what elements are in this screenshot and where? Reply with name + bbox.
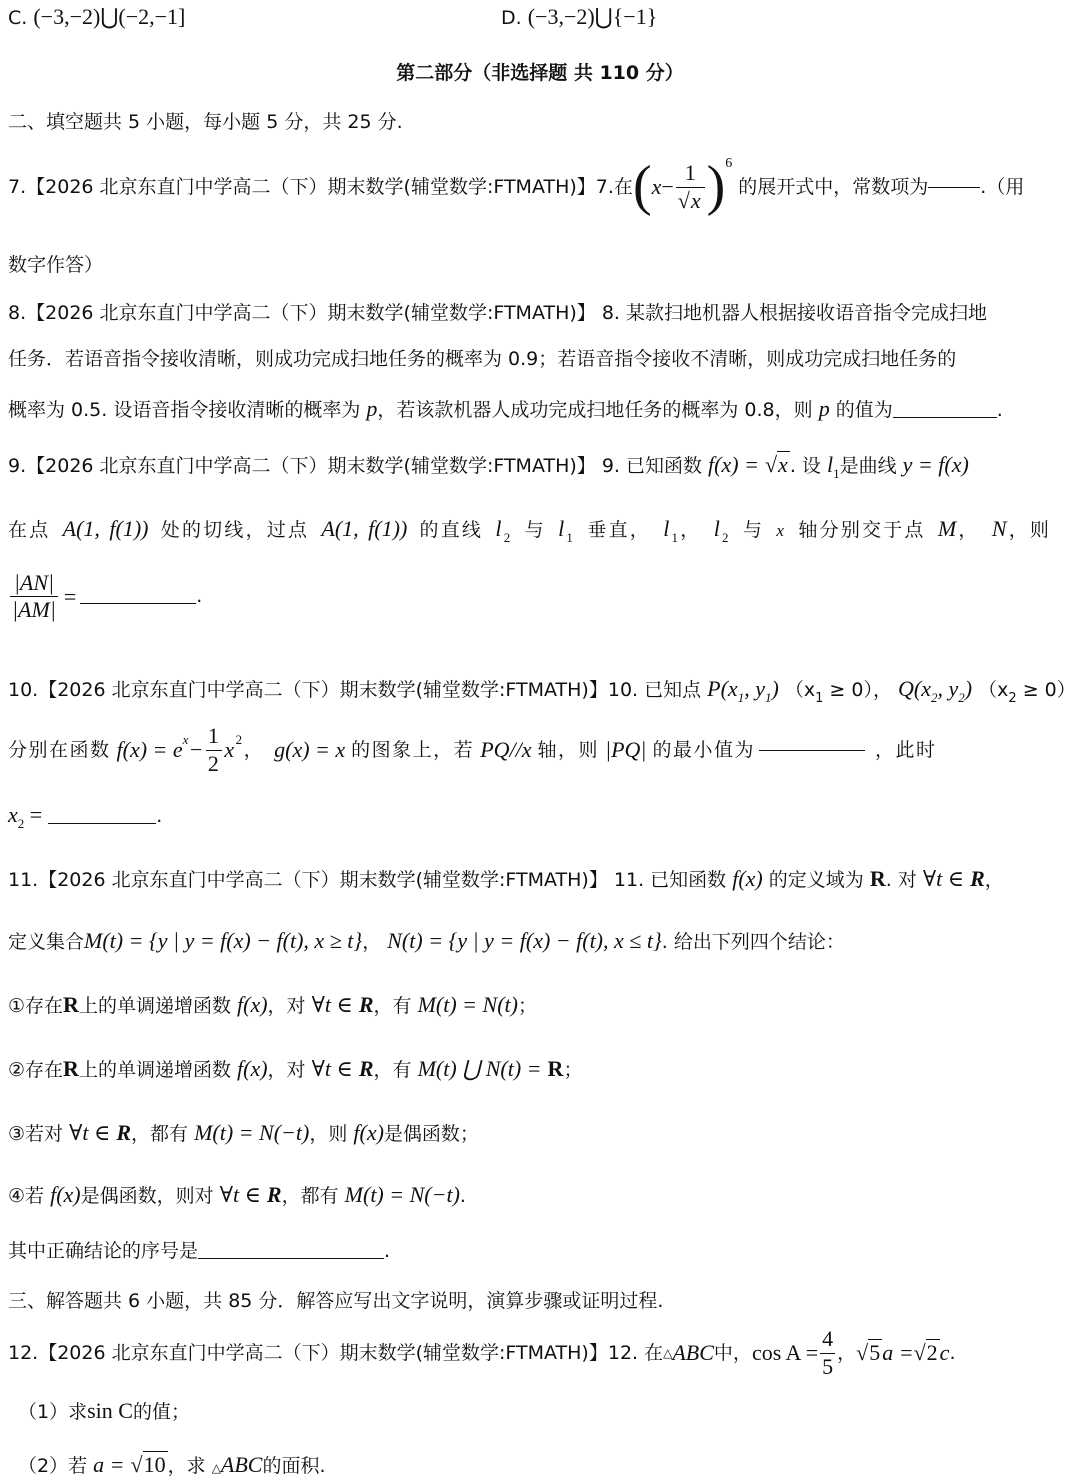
q12-cos: cos A = [751,1339,819,1365]
question-11 [8,866,1004,892]
q9-sqrt: √x [764,452,788,477]
q9-line3 [8,570,202,624]
q10-Q-sub-2: 2 [958,690,965,705]
q11-s1-R: R [63,992,79,1017]
q11-line1-c: . 对 [885,869,917,891]
q11-s3-a: ③若对 [8,1123,64,1145]
option-c-math: (−3,−2)⋃(−2,−1] [33,4,186,29]
q10-line2-a: 分别在函数 [8,738,111,761]
question-9 [8,452,969,482]
q10-x2-sup: 2 [235,732,244,747]
q11-s4-end: . [459,1185,466,1207]
q11-s2-Ri: R [358,1056,374,1081]
q9-line2 [8,516,1051,546]
q9-l2-sub: 2 [503,530,513,545]
q10-x: x [8,802,18,827]
q7-line2: 数字作答） [8,254,104,276]
q9-fx-eq: f(x) = [708,452,759,477]
q12-line1-b: 中， [713,1341,752,1364]
q12-p1-a: （1）求 [18,1401,88,1423]
q7-text-c: .（用 [980,175,1025,198]
q11-s4-forall: ∀t ∈ [219,1182,261,1207]
q11-line1-b: 的定义域为 [768,869,864,891]
q9-x-axis: x [776,521,787,540]
q11-s1-d: ，有 [373,995,412,1017]
q9-line1-b: . 设 [789,455,821,477]
q11-s2-R-2: R [547,1056,564,1081]
q10-line3 [8,802,162,832]
q11-N-def: N(t) = {y | y = f(x) − f(t), x ≤ t} [387,928,662,953]
q11-s2-d: ，有 [373,1059,412,1081]
q9-point-a-2: A(1, f(1)) [321,516,408,541]
q9-comma: ， [680,519,702,541]
q10-line2-f: ，此时 [874,738,937,761]
q12-end: . [949,1341,956,1364]
q10-Q [898,676,973,705]
q10-cond2-a: （x [978,679,1009,701]
q8-line3 [8,396,1003,422]
q10-fx: f(x) = e [116,736,183,762]
q11-answer-label: 其中正确结论的序号是 [8,1240,199,1262]
q9-frac-num: |AN| [13,570,55,595]
question-10: 10.【2026 北京东直门中学高二（下）期末数学(辅堂数学:FTMATH)】10. 已知点 $P(x_1$, $y_1$) $(x_1 \ge 0)$， $Q(x_2$, $y_2$) $(x_2 \ge 0)$ [8,676,1076,706]
q8-line1: 8. 某款扫地机器人根据接收语音指令完成扫地 [595,302,987,324]
q10-gx: g(x) = x [274,736,346,762]
q9-point-a: A(1, f(1)) [62,516,149,541]
q10-Q-end: ) [964,676,973,701]
q11-s4-a: ④若 [8,1185,45,1207]
q11-s1-fx: f(x) [237,992,268,1017]
q10-line2-d: 轴，则 [537,738,600,761]
q9-M: M [937,516,959,541]
q10-number: 10. [8,679,39,701]
q11-s2-b: 上的单调递增函数 [78,1059,231,1081]
q12-abc-2: ABC [220,1452,263,1477]
q12-cos-num: 4 [822,1326,834,1352]
q9-frac-den: |AM| [12,597,56,623]
q11-R-italic: R [970,866,985,891]
q9-fraction [10,570,58,624]
q8-line3-b: ，若该款机器人成功完成扫地任务的概率为 0.8，则 [377,399,813,421]
q11-line2-b: ， [362,931,382,953]
q11-s1-Ri: R [358,992,374,1017]
q11-s4-Ri: R [266,1182,282,1207]
q12-c: c [939,1339,950,1365]
q12-a: a = [882,1339,914,1365]
q7-number: 7. [8,175,27,198]
q12-p2-c: 的面积. [262,1455,326,1477]
q10-P-a: P(x [707,676,738,701]
option-c-label: C. [8,7,28,29]
q7-frac-num: 1 [684,160,696,186]
q9-line2-f: 与 [742,519,765,541]
q11-statement-1 [8,992,537,1018]
q12-cos-den: 5 [822,1353,834,1379]
q11-s3-d: 是偶函数； [383,1123,479,1145]
q9-l1-sub-2: 1 [566,530,576,545]
q12-sqrt2: √2 [913,1339,938,1365]
q10-P-sub-2: 1 [764,690,772,705]
q12-sqrt10: √10 [130,1452,166,1477]
q7-frac-den: √x [676,187,705,214]
q10-P-end: ) [771,676,779,701]
q12-number: 12. [8,1341,39,1364]
q10-P-mid: , y [744,676,765,701]
q9-line2-e: 垂直， [587,519,651,541]
q12-sqrt2-val: 2 [926,1339,938,1365]
q7-text-b: 的展开式中，常数项为 [738,175,929,198]
q11-line2-a: 定义集合 [8,931,85,953]
q9-source-tag: 【2026 北京东直门中学高二（下）期末数学(辅堂数学:FTMATH)】 [26,455,596,477]
q7-left-paren: ( [632,155,652,218]
q9-line2-a: 在点 [8,519,51,541]
q10-line2-b: ， [243,738,265,761]
q10-half-num: 1 [207,723,221,749]
q10-pq-abs: |PQ| [605,736,647,762]
q8-p-2: p [818,396,830,421]
q11-s2-fx: f(x) [237,1056,268,1081]
q10-cond2-sub: 2 [1008,691,1017,706]
q11-end: . [384,1240,391,1262]
q11-statement-3 [8,1120,479,1146]
q7-right-paren: ) [706,155,726,218]
q10-minus: − [189,736,204,762]
q10-P-sub: 1 [737,690,745,705]
q7-answer-blank[interactable] [928,187,980,188]
q7-inner-number: 7. [595,175,614,198]
q9-line2-g: 轴分别交于点 [798,519,926,541]
q9-N: N [991,516,1009,541]
q11-s4-c: ，都有 [281,1185,339,1207]
q12-line1-a: 12. 在 [607,1341,664,1364]
q12-comma: ， [837,1341,857,1364]
q10-x-sub: 2 [17,816,25,831]
q10-Q-mid: , y [937,676,959,701]
q11-source-tag: 【2026 北京东直门中学高二（下）期末数学(辅堂数学:FTMATH)】 [38,869,608,891]
q9-l2-2: l [713,516,723,541]
q9-sqrt-x: x [778,452,788,477]
q7-x: x [651,173,662,199]
q10-cond1-sub: 1 [815,691,824,706]
q11-answer-blank[interactable] [198,1258,384,1259]
q8-line2: 任务．若语音指令接收清晰，则成功完成扫地任务的概率为 0.9；若语音指令接收不清晰，则成功完成扫地任务的 [8,348,957,370]
q7-fraction [676,160,705,214]
q11-line1-d: ， [984,869,1004,891]
q10-P [707,676,779,705]
q12-source-tag: 【2026 北京东直门中学高二（下）期末数学(辅堂数学:FTMATH)】 [38,1341,608,1364]
q11-M-def: M(t) = {y | y = f(x) − f(t), x ≥ t} [84,928,363,953]
q12-abc: ABC [672,1339,714,1365]
q10-source-tag: 【2026 北京东直门中学高二（下）期末数学(辅堂数学:FTMATH)】 [38,679,608,701]
question-7 [8,152,1024,222]
q10-half-den: 2 [207,750,221,776]
q10-cond1-b: ≥ 0） [823,679,873,701]
q11-s3-b: ，都有 [131,1123,189,1145]
q7-exponent: 6 [725,156,733,171]
q9-line2-c: 的直线 [419,519,484,541]
question-12 [8,1322,955,1384]
q10-fx-sup: x [182,732,190,747]
q11-s4-eq: M(t) = N(−t) [344,1182,460,1207]
part2-title: 第二部分（非选择题 共 110 分） [396,62,684,84]
q12-p1-b: 的值； [132,1401,190,1423]
q11-line1-a: 11. 已知函数 [607,869,727,891]
q10-pq-parallel: PQ//x [480,736,532,762]
q11-s4-fx: f(x) [50,1182,81,1207]
q12-part-2 [18,1452,326,1478]
q11-statement-2 [8,1056,582,1082]
q11-s1-eq: M(t) = N(t) [417,992,518,1017]
q9-y-eq: y = f(x) [902,452,969,477]
q10-x2: x [224,736,236,762]
q11-s2-forall: ∀t ∈ [311,1056,353,1081]
q10-answer-blank-1[interactable] [759,750,865,751]
q12-cos-fraction [820,1326,835,1380]
q10-eq: = [24,802,43,827]
q12-triangle: △ [663,1345,673,1360]
q9-l1-sub: 1 [833,466,840,481]
q9-l2: l [495,516,504,541]
q10-line2-e: 的最小值为 [652,738,755,761]
q8-line3-a: 概率为 0.5. 设语音指令接收清晰的概率为 [8,399,361,421]
option-d [501,4,657,30]
q7-sqrt-x: x [690,187,701,213]
q11-line2 [8,928,845,954]
q11-s3-fx: f(x) [353,1120,384,1145]
q9-line2-d: 与 [524,519,546,541]
q7-text-a: 在 [613,175,633,198]
q11-s1-c: ，对 [267,995,306,1017]
q10-cond2-b: ≥ 0） [1016,679,1076,701]
q11-R: R [869,866,886,891]
question-8 [8,302,987,325]
q10-line1-a: 10. 已知点 [607,679,702,701]
option-c [8,4,185,30]
q10-line2 [8,718,936,782]
q8-end: . [996,399,1003,421]
q9-line2-b: 处的切线，过点 [160,519,310,541]
q11-s3-eq: M(t) = N(−t) [194,1120,310,1145]
q11-s2-R: R [63,1056,79,1081]
q8-line3-c: 的值为 [835,399,893,421]
q9-number: 9. [8,455,27,477]
q9-l2-sub-2: 2 [722,530,731,545]
q11-forall: ∀t ∈ [922,866,965,891]
q12-sqrt10-val: 10 [143,1452,166,1477]
q9-end: . [196,585,203,608]
q12-sinC: sin C [87,1398,133,1423]
q9-eq: = [63,583,77,609]
q11-s1-end: ； [517,995,537,1017]
q10-end: . [156,805,163,827]
q8-answer-blank[interactable] [893,417,997,418]
q11-line2-c: . 给出下列四个结论： [661,931,845,953]
q12-a-eq: a = [93,1452,125,1477]
q10-cond1 [784,679,873,706]
q10-answer-blank-2[interactable] [48,823,156,824]
q11-answer-line [8,1240,390,1263]
q8-number: 8. [8,302,27,324]
section3-heading: 三、解答题共 6 小题，共 85 分．解答应写出文字说明，演算步骤或证明过程. [8,1290,664,1312]
q10-Q-a: Q(x [898,676,931,701]
q11-s1-b: 上的单调递增函数 [78,995,231,1017]
q11-s4-b: 是偶函数，则对 [80,1185,214,1207]
q11-s3-Ri: R [116,1120,132,1145]
q9-l1-2: l [558,516,567,541]
section2-heading: 二、填空题共 5 小题，每小题 5 分，共 25 分. [8,111,403,133]
q12-sqrt5-val: 5 [869,1339,881,1365]
q9-line1-c: 是曲线 [839,455,897,477]
option-d-label: D. [501,7,522,29]
q10-cond1-a: （x [784,679,816,701]
q12-sqrt5: √5 [856,1339,881,1365]
q9-comma-2: ， [958,519,980,541]
q9-line1-a: 9. 已知函数 [595,455,702,477]
q10-line2-c: 的图象上，若 [351,738,475,761]
q11-fx: f(x) [732,866,763,891]
q8-p: p [366,396,378,421]
q9-l1: l [826,452,834,477]
q9-l1-sub-3: 1 [671,530,681,545]
q12-p2-b: ，求 [167,1455,206,1477]
option-d-math: (−3,−2)⋃{−1} [527,4,658,29]
q9-l1-3: l [663,516,672,541]
q11-s3-c: ，则 [309,1123,348,1145]
q12-triangle-2: △ [211,1461,221,1475]
q7-minus: − [661,173,674,199]
q12-p2-a: （2）若 [18,1455,88,1477]
q9-line2-h: ，则 [1008,519,1052,541]
q11-s2-end: ； [563,1059,583,1081]
q10-half [206,723,223,777]
q8-source-tag: 【2026 北京东直门中学高二（下）期末数学(辅堂数学:FTMATH)】 [26,302,596,324]
q11-s2-eq: M(t) ⋃ N(t) = [417,1056,542,1081]
q10-cond2 [978,679,1076,706]
q10-Q-sub: 2 [931,690,938,705]
q11-s1-a: ①存在 [8,995,64,1017]
q11-s1-forall: ∀t ∈ [311,992,353,1017]
q11-s2-a: ②存在 [8,1059,64,1081]
q11-number: 11. [8,869,39,891]
q11-statement-4 [8,1182,466,1208]
q12-part-1 [18,1398,190,1424]
q9-answer-blank[interactable] [80,603,196,604]
q11-s3-forall: ∀t ∈ [69,1120,111,1145]
q7-source-tag: 【2026 北京东直门中学高二（下）期末数学(辅堂数学:FTMATH)】 [26,175,596,198]
q11-s2-c: ，对 [267,1059,306,1081]
